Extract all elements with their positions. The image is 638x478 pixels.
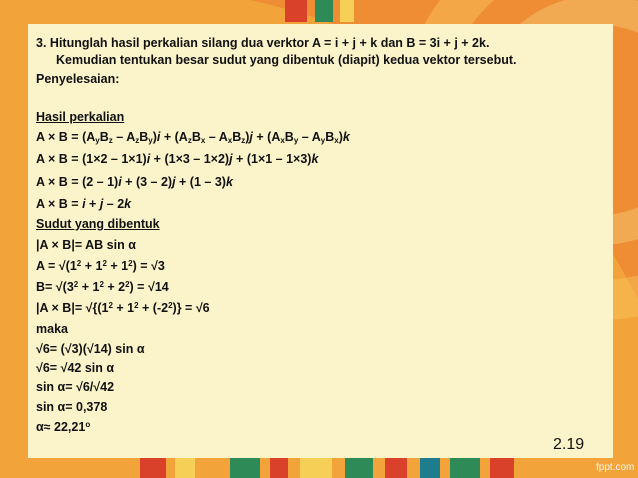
angle-line-9: sin α= 0,378 bbox=[36, 400, 108, 414]
problem-line-1: 3. Hitunglah hasil perkalian silang dua verktor A = i + j + k dan B = 3i + j + 2k. bbox=[36, 36, 490, 50]
angle-line-2: $A = √(1^2 + 1^2 + 1^2) = √3$ bbox=[36, 259, 165, 273]
angle-line-6: √6= (√3)(√14) sin α bbox=[36, 342, 145, 356]
cross-product-formula: $A \times B = (A_yB_z - A_zB_y)i + (A_zB_x - A_xB_z)j + (A_xB_y - A_yB_x)k$ bbox=[36, 130, 350, 145]
angle-line-5: maka bbox=[36, 322, 68, 336]
cross-line-3: A × B = i + j – 2k bbox=[36, 197, 132, 211]
heading-cross-product: Hasil perkalian bbox=[36, 110, 125, 124]
heading-angle: Sudut yang dibentuk bbox=[36, 217, 160, 231]
angle-line-10: $\alpha\approx 22,21^o$ bbox=[36, 420, 91, 434]
cross-line-1: A × B = (1×2 – 1×1)i + (1×3 – 1×2)j + (1×1 – 1×3)k bbox=[36, 152, 319, 166]
page-number: 2.19 bbox=[553, 436, 585, 453]
watermark: fppt.com bbox=[596, 462, 635, 473]
angle-line-7: √6= √42 sin α bbox=[36, 361, 115, 375]
angle-line-1: |A × B|= AB sin α bbox=[36, 238, 136, 252]
angle-line-8: sin α= √6/√42 bbox=[36, 380, 115, 394]
angle-line-3: $B= √(3^2 + 1^2 + 2^2) = √14$ bbox=[36, 280, 169, 294]
cross-line-2: A × B = (2 – 1)i + (3 – 2)j + (1 – 3)k bbox=[36, 175, 233, 189]
solution-label: Penyelesaian: bbox=[36, 72, 120, 86]
problem-line-2: Kemudian tentukan besar sudut yang dibentuk (diapit) kedua vektor tersebut. bbox=[56, 53, 517, 67]
angle-line-4: $|A \times B|= √\{(1^2 + 1^2 + (-2^2)\} = √6$ bbox=[36, 301, 210, 315]
